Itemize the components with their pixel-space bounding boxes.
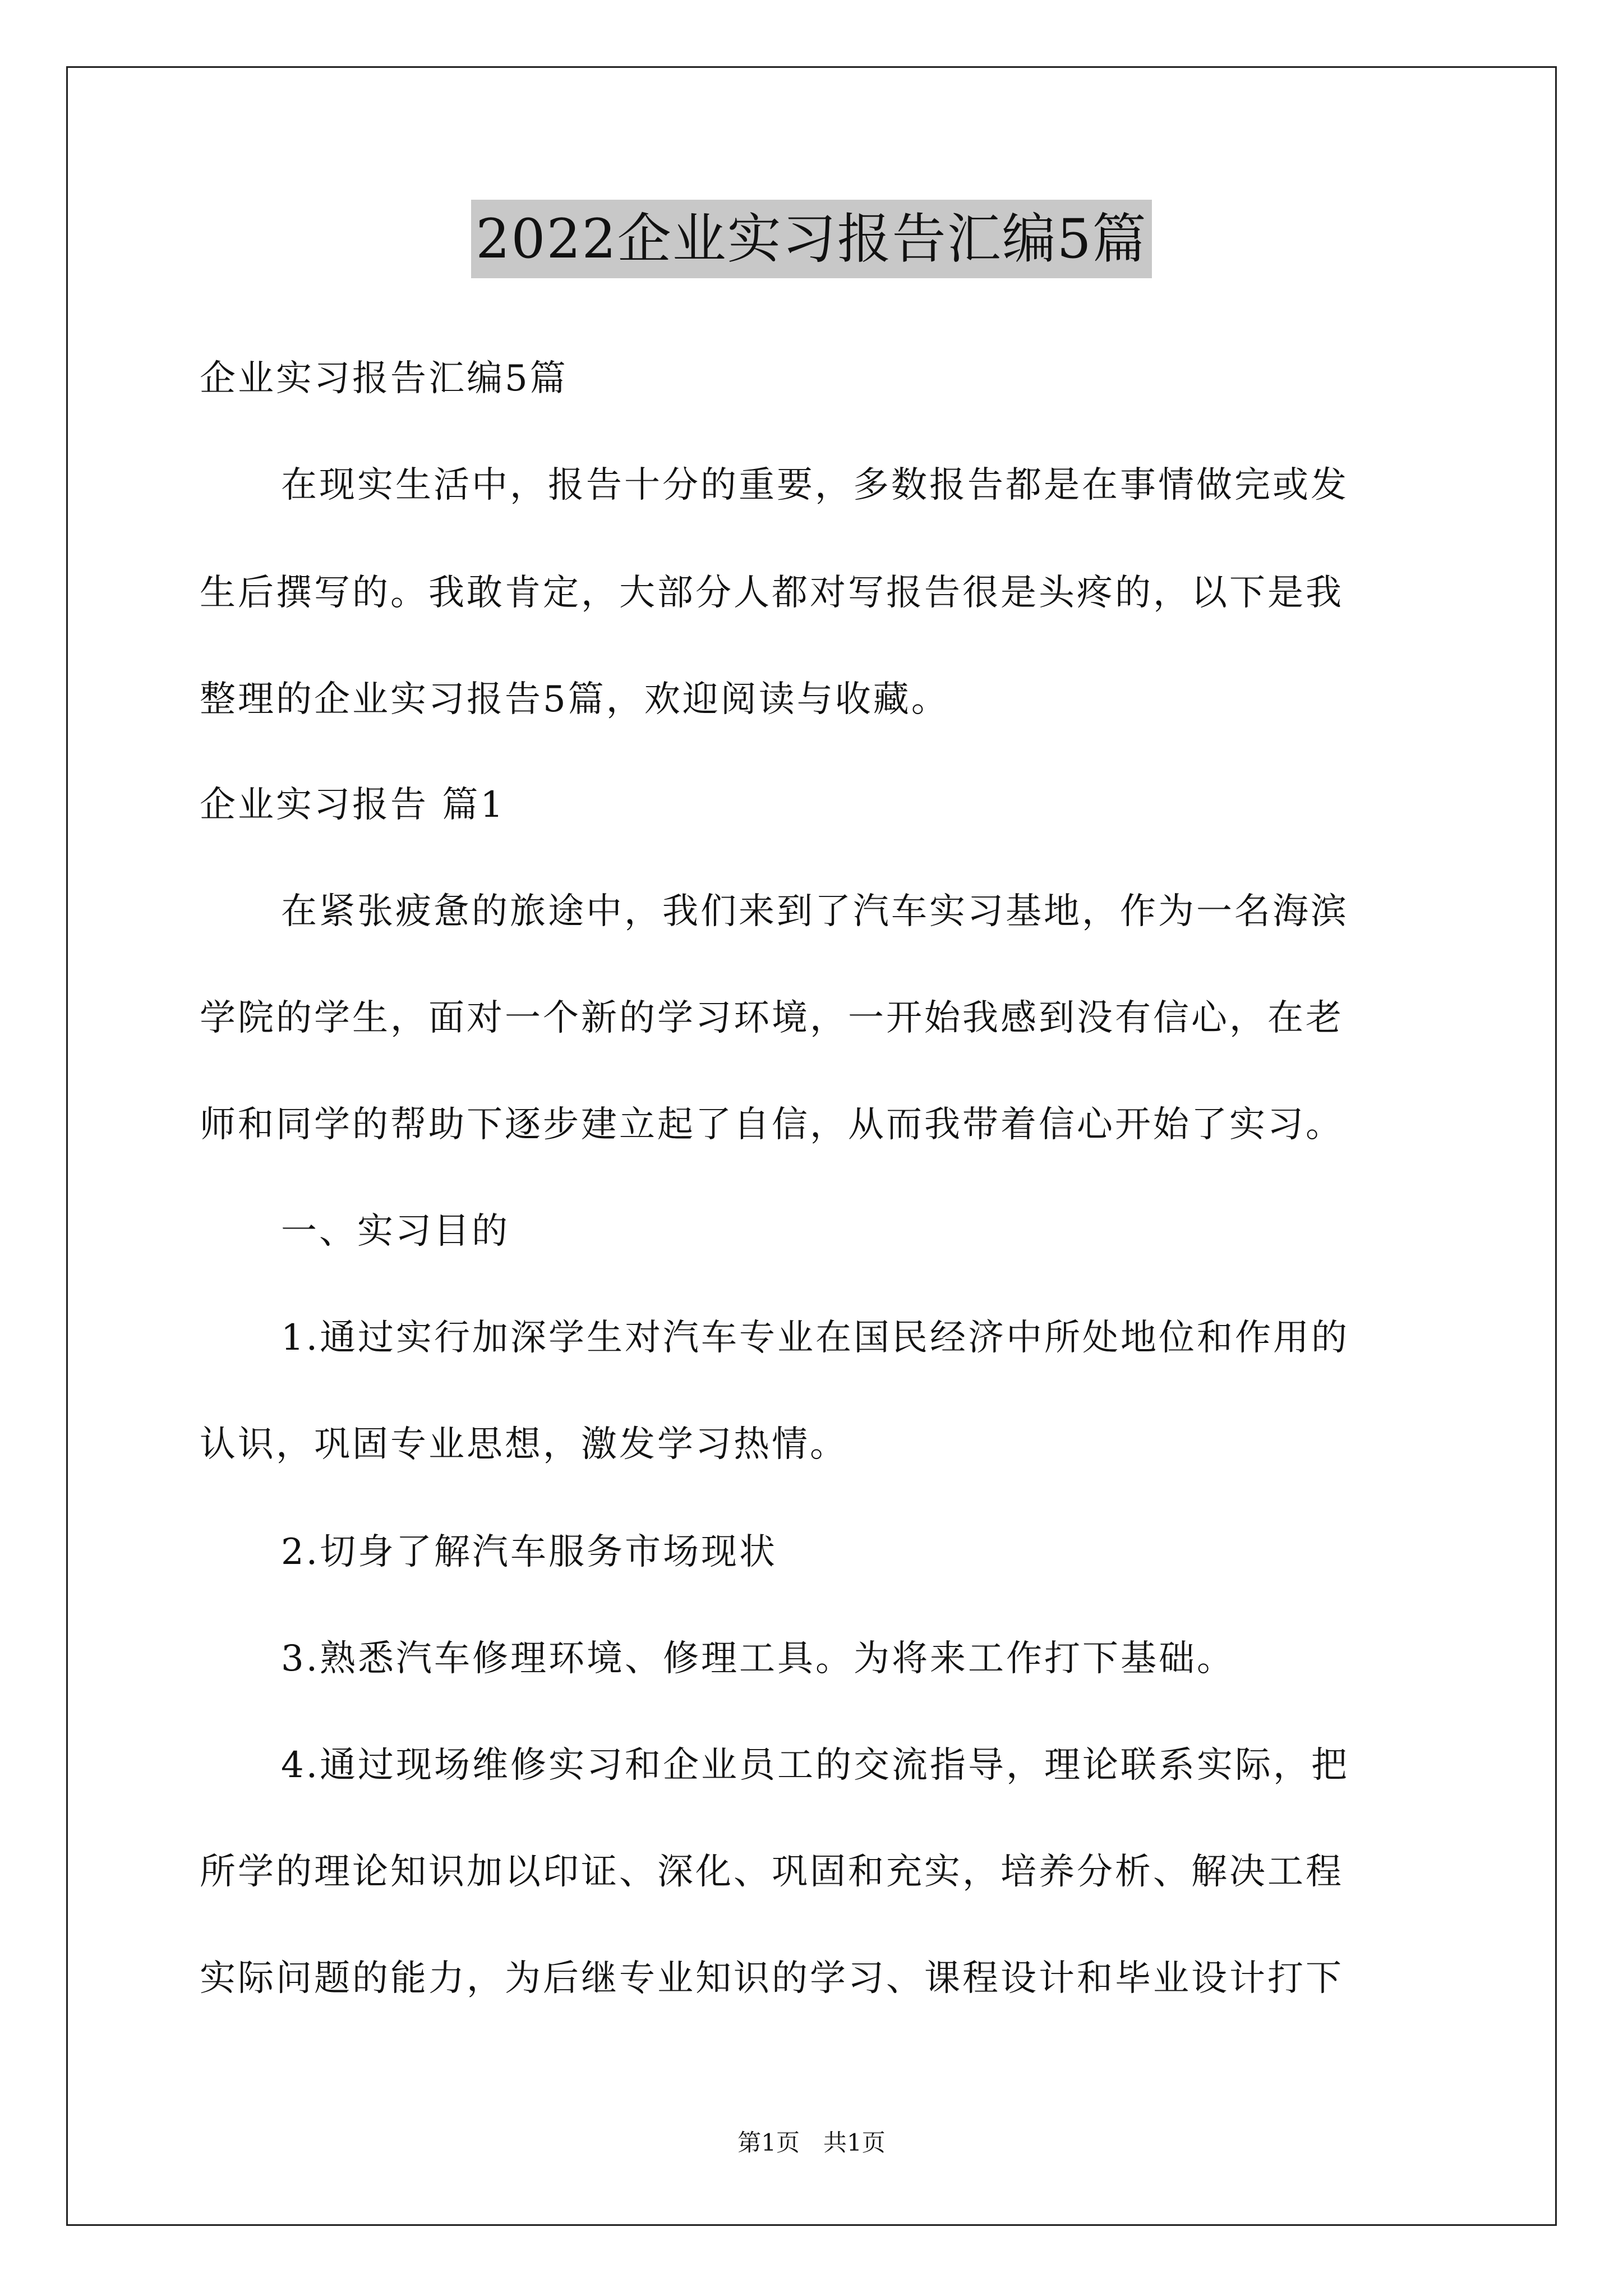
list-item-line: 认识，巩固专业思想，激发学习热情。 xyxy=(200,1424,848,1465)
list-item-line: 4.通过现场维修实习和企业员工的交流指导，理论联系实际，把 xyxy=(281,1745,1350,1786)
document-title: 2022企业实习报告汇编5篇 xyxy=(471,200,1151,278)
list-item-line: 实际问题的能力，为后继专业知识的学习、课程设计和毕业设计打下 xyxy=(200,1958,1344,1999)
paragraph-line: 在现实生活中，报告十分的重要，多数报告都是在事情做完或发 xyxy=(281,464,1349,506)
paragraph-line: 生后撰写的。我敢肯定，大部分人都对写报告很是头疼的，以下是我 xyxy=(200,572,1344,614)
paragraph-line: 学院的学生，面对一个新的学习环境，一开始我感到没有信心，在老 xyxy=(200,997,1344,1039)
paragraph-line: 在紧张疲惫的旅途中，我们来到了汽车实习基地，作为一名海滨 xyxy=(281,891,1349,932)
list-item-line: 2.切身了解汽车服务市场现状 xyxy=(281,1531,778,1573)
title-container xyxy=(0,200,1623,278)
list-item-line: 3.熟悉汽车修理环境、修理工具。为将来工作打下基础。 xyxy=(281,1638,1235,1680)
paragraph-line: 师和同学的帮助下逐步建立起了自信，从而我带着信心开始了实习。 xyxy=(200,1104,1344,1145)
list-item-line: 1.通过实行加深学生对汽车专业在国民经济中所处地位和作用的 xyxy=(281,1317,1350,1359)
list-item-line: 所学的理论知识加以印证、深化、巩固和充实，培养分析、解决工程 xyxy=(200,1851,1344,1893)
subtitle-line: 企业实习报告汇编5篇 xyxy=(200,358,568,399)
page-footer: 第1页 共1页 xyxy=(737,2129,886,2156)
subsection-heading: 一、实习目的 xyxy=(281,1211,510,1252)
section-heading: 企业实习报告 篇1 xyxy=(200,784,506,826)
paragraph-line: 整理的企业实习报告5篇，欢迎阅读与收藏。 xyxy=(200,679,949,720)
